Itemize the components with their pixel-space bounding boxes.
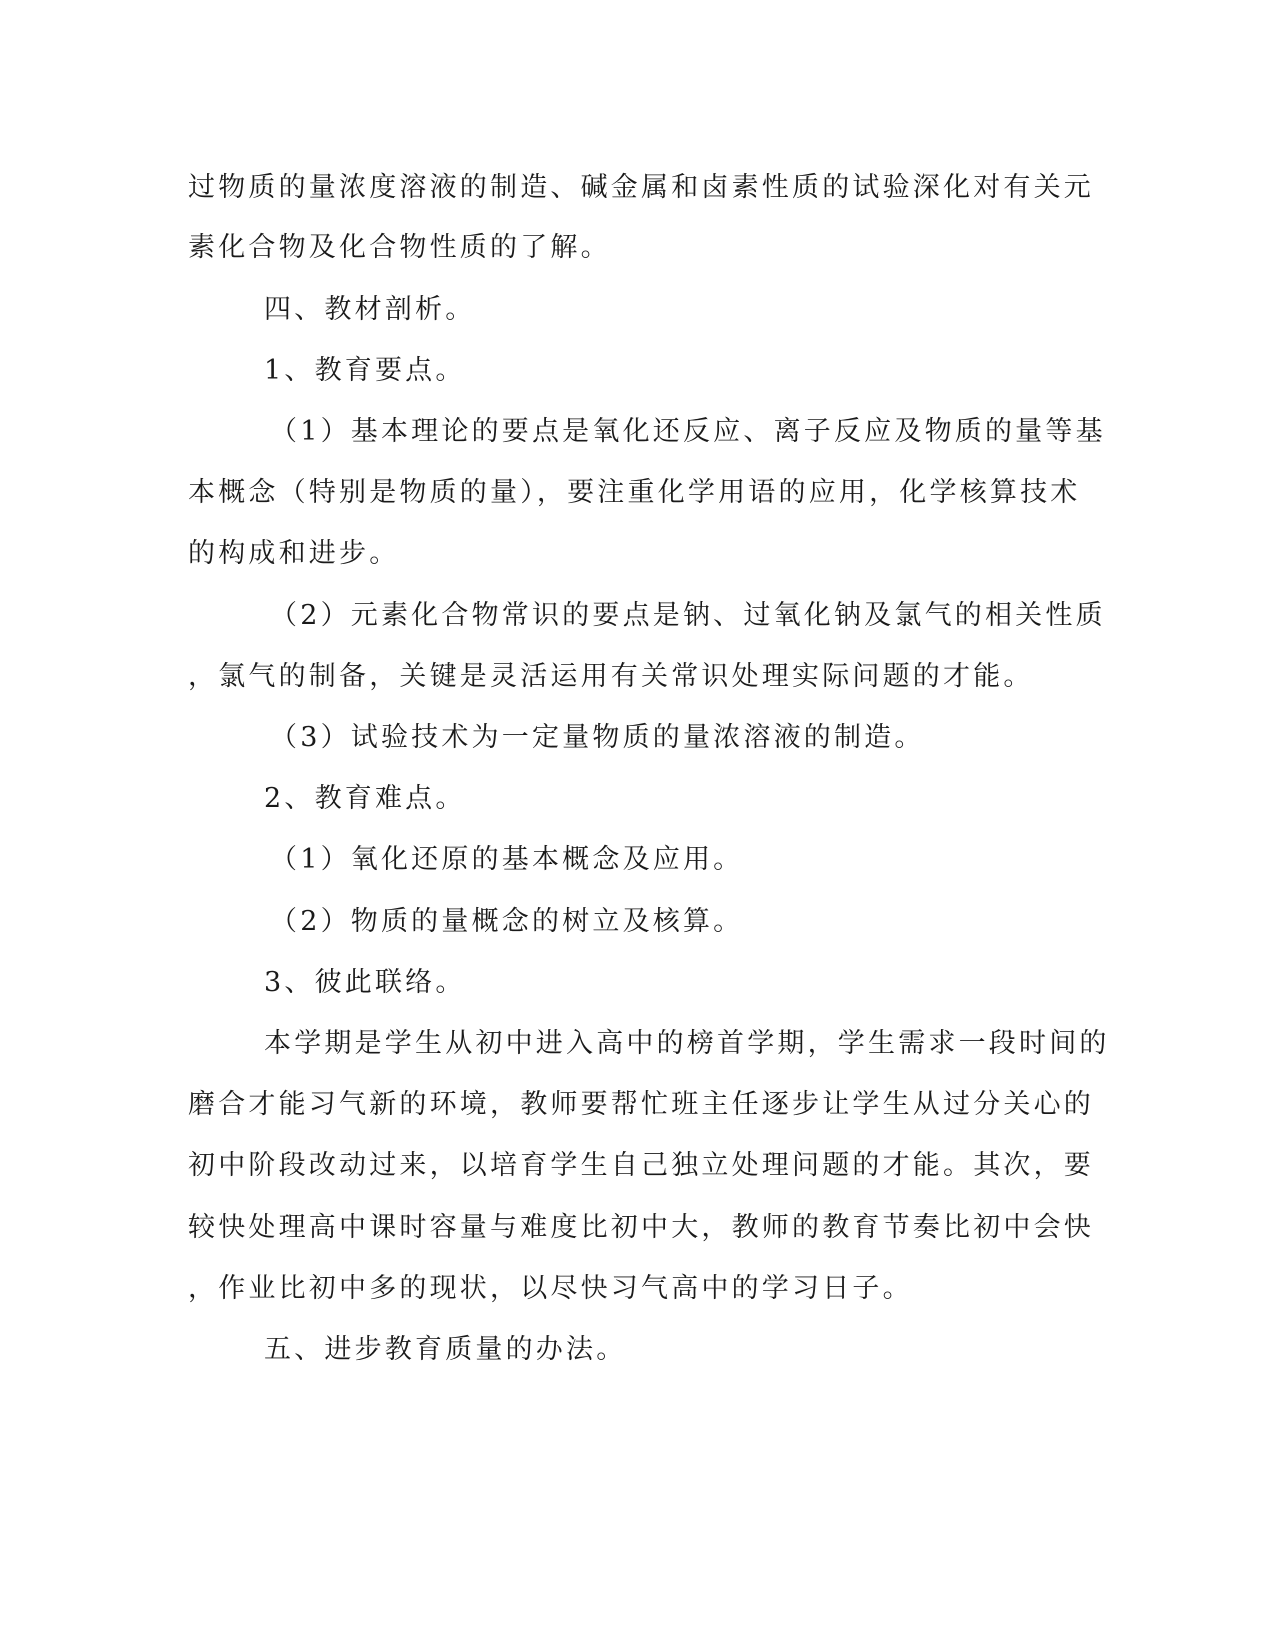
continued-paragraph-line: 素化合物及化合物性质的了解。 [188, 232, 611, 263]
section-heading-quality-measures: 五、进步教育质量的办法。 [264, 1334, 627, 1365]
key-point-1-line: （1）基本理论的要点是氧化还反应、离子反应及物质的量等基 [270, 416, 1106, 447]
continued-paragraph-line: 过物质的量浓度溶液的制造、碱金属和卤素性质的试验深化对有关元 [188, 172, 1094, 203]
difficulty-2-line: （2）物质的量概念的树立及核算。 [270, 906, 744, 937]
connection-paragraph-line: 磨合才能习气新的环境，教师要帮忙班主任逐步让学生从过分关心的 [188, 1089, 1094, 1120]
key-point-1-line: 本概念（特别是物质的量），要注重化学用语的应用，化学核算技术 [188, 477, 1081, 508]
subheading-mutual-connection: 3、彼此联络。 [264, 967, 466, 998]
connection-paragraph-line: ，作业比初中多的现状，以尽快习气高中的学习日子。 [188, 1273, 913, 1304]
difficulty-1-line: （1）氧化还原的基本概念及应用。 [270, 844, 744, 875]
connection-paragraph-line: 初中阶段改动过来，以培育学生自己独立处理问题的才能。其次，要 [188, 1150, 1094, 1181]
key-point-3-line: （3）试验技术为一定量物质的量浓溶液的制造。 [270, 722, 925, 753]
section-heading-textbook-analysis: 四、教材剖析。 [264, 294, 476, 325]
key-point-2-line: （2）元素化合物常识的要点是钠、过氧化钠及氯气的相关性质 [270, 600, 1106, 631]
connection-paragraph-line: 本学期是学生从初中进入高中的榜首学期，学生需求一段时间的 [264, 1028, 1110, 1059]
key-point-2-line: ，氯气的制备，关键是灵活运用有关常识处理实际问题的才能。 [188, 661, 1034, 692]
subheading-teaching-difficulties: 2、教育难点。 [264, 783, 466, 814]
key-point-1-line: 的构成和进步。 [188, 538, 400, 569]
subheading-teaching-key-points: 1、教育要点。 [264, 355, 466, 386]
connection-paragraph-line: 较快处理高中课时容量与难度比初中大，教师的教育节奏比初中会快 [188, 1212, 1094, 1243]
